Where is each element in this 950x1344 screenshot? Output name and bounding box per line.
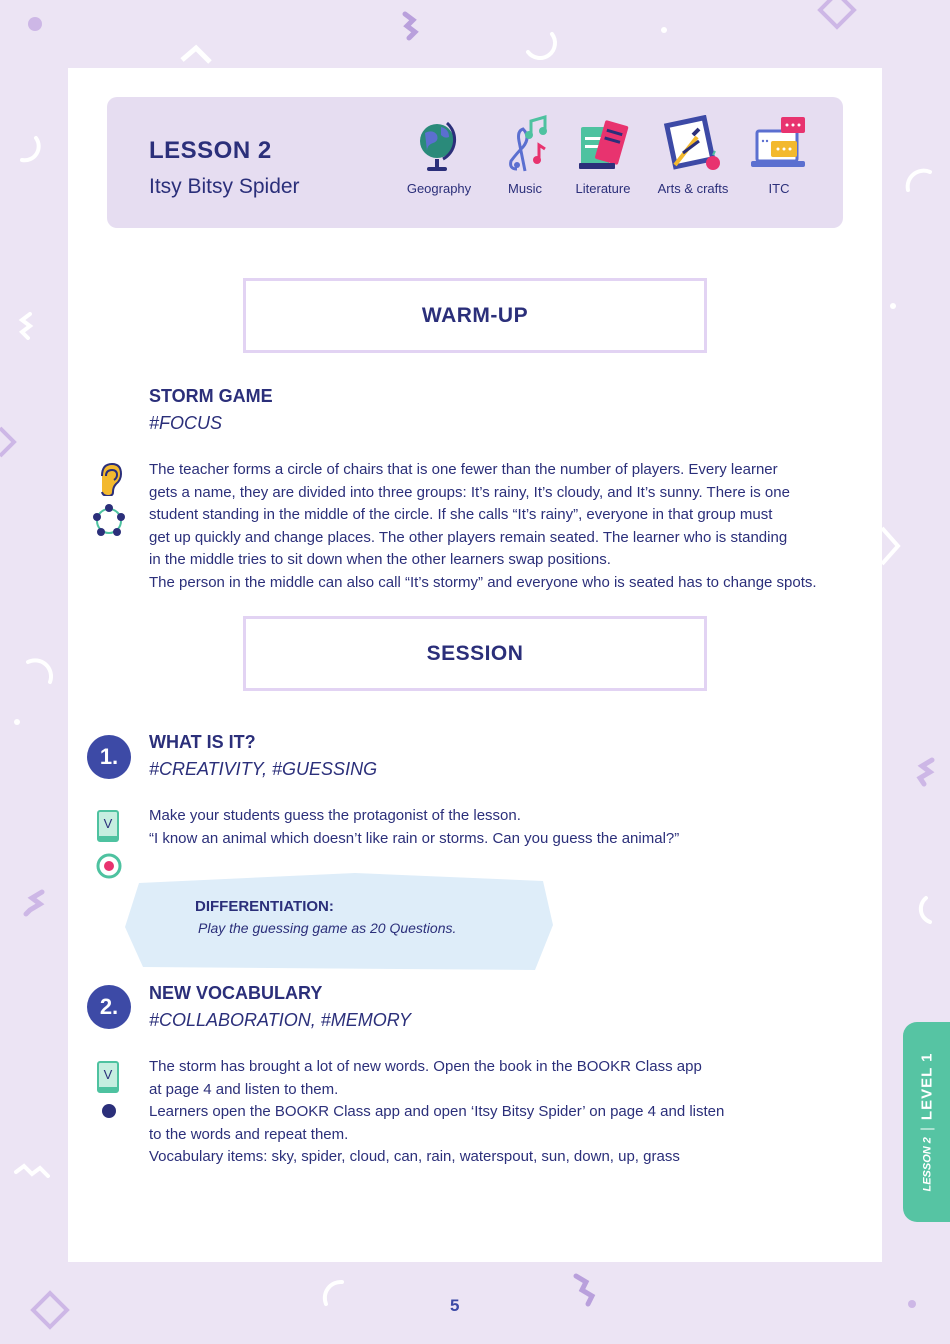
circle-of-dots-icon [92,504,126,538]
activity-number-badge: 2. [87,985,131,1029]
target-dot-icon [95,852,123,880]
side-tab-divider [920,1128,934,1129]
books-icon [575,115,631,173]
page-number: 5 [450,1296,460,1315]
differentiation-box [125,873,553,970]
text-line: get up quickly and change places. The other players remain seated. The learner who is standing [149,528,788,546]
text-line: The person in the middle can also call “It’s stormy” and everyone who is seated has to change spots. [149,573,817,591]
music-notes-icon [497,115,553,173]
warmup-text [149,459,849,595]
activity-number-badge: 1. [87,735,131,779]
text-line: student standing in the middle of the circle. If she calls “It’s rainy”, everyone in that group must [149,506,773,524]
text-line: Learners open the BOOKR Class app and open ‘Itsy Bitsy Spider’ on page 4 and listen [149,1103,725,1121]
subject-label: ITC [768,181,790,196]
differentiation-title: DIFFERENTIATION: [195,898,334,915]
side-tab-lesson: LESSON 2 [921,1137,933,1192]
warmup-tag: #FOCUS [149,413,223,433]
text-line: in the middle tries to sit down when the other learners swap positions. [149,551,611,569]
page-sheet [68,68,882,1262]
book-letter: V [103,816,113,831]
activity-text [149,805,849,850]
level-side-tab [903,1022,950,1222]
globe-icon [411,115,467,173]
activity-tag: #CREATIVITY, #GUESSING [149,759,378,779]
text-line: to the words and repeat them. [149,1125,349,1143]
text-line: Make your students guess the protagonist of the lesson. [149,807,521,824]
activity-tag: #COLLABORATION, #MEMORY [149,1010,412,1030]
session-heading: SESSION [243,616,707,691]
book-v-icon [97,1061,119,1093]
subject-label: Arts & crafts [657,181,729,196]
subject-music [480,115,570,196]
subject-label: Music [508,181,542,196]
lesson-header [107,97,843,228]
text-line: Vocabulary items: sky, spider, cloud, can, rain, waterspout, sun, down, up, grass [149,1148,680,1166]
subject-label: Literature [575,181,631,196]
text-line: gets a name, they are divided into three groups: It’s rainy, It’s cloudy, and It’s sunny. There is one [149,483,790,501]
subject-geography [394,115,484,196]
warmup-heading: WARM-UP [243,278,707,353]
text-line: “I know an animal which doesn’t like rain or storms. Can you guess the animal?” [149,829,680,847]
subject-arts-crafts [648,115,738,196]
book-letter: V [103,1067,113,1082]
text-line: The teacher forms a circle of chairs that is one fewer than the number of players. Every learner [149,461,778,478]
text-line: at page 4 and listen to them. [149,1080,339,1098]
painting-icon [663,115,723,173]
subject-literature [558,115,648,196]
ear-icon [96,462,122,496]
warmup-title: STORM GAME [149,386,273,406]
book-v-icon [97,810,119,842]
activity-text [149,1056,849,1169]
activity-title: WHAT IS IT? [149,732,256,752]
subject-itc [734,115,824,196]
dot-icon [101,1103,117,1119]
text-line: The storm has brought a lot of new words. Open the book in the BOOKR Class app [149,1058,702,1075]
side-tab-level: LEVEL 1 [918,1052,936,1121]
activity-title: NEW VOCABULARY [149,983,323,1003]
laptop-chat-icon [749,115,809,173]
lesson-number: LESSON 2 [149,137,272,164]
lesson-title: Itsy Bitsy Spider [149,175,300,198]
differentiation-text: Play the guessing game as 20 Questions. [198,920,457,936]
subject-label: Geography [406,181,472,196]
